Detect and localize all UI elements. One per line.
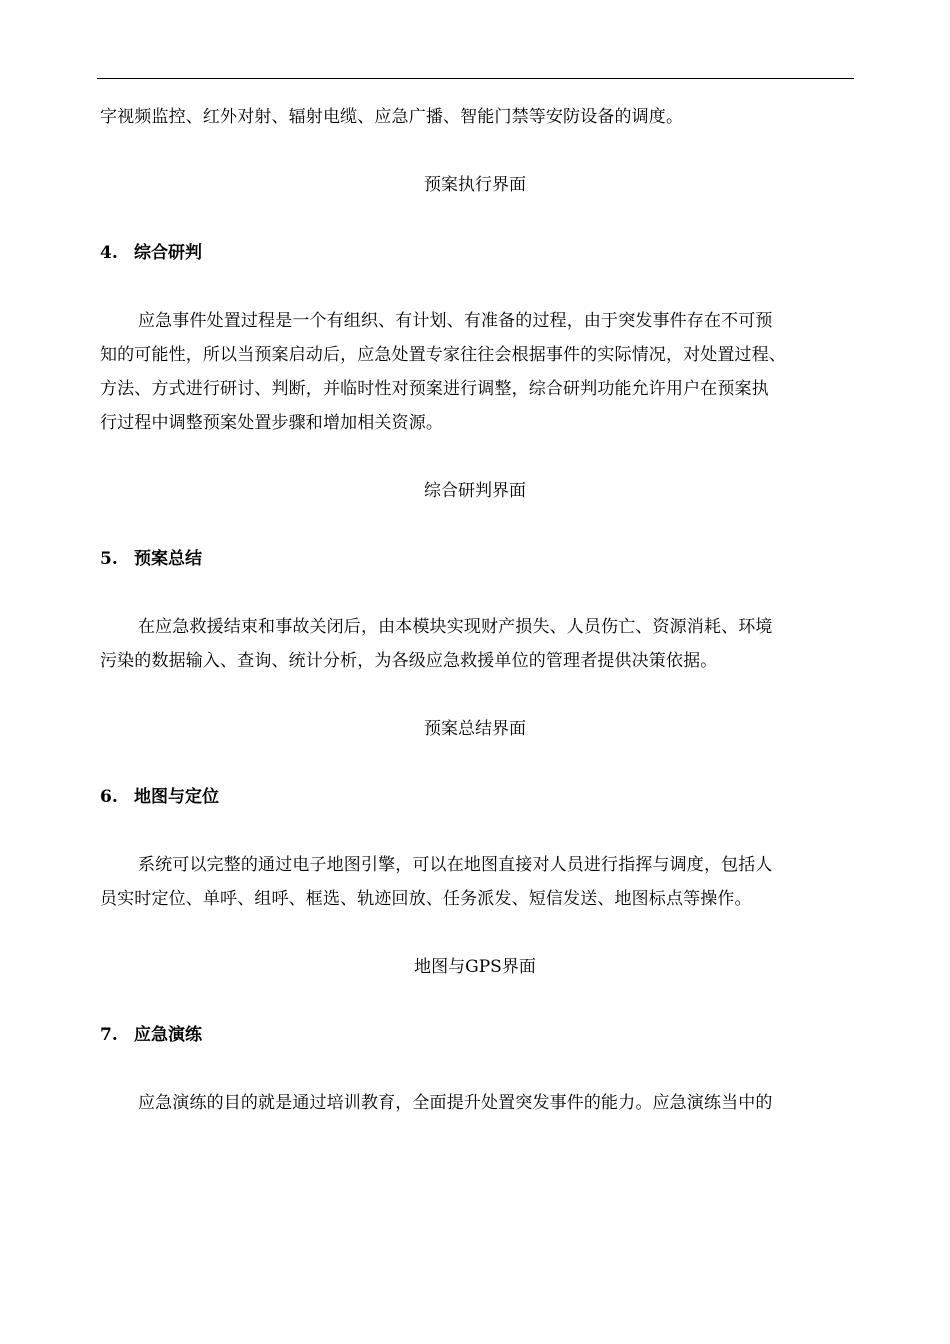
paragraph-line: 方法、方式进行研讨、判断，并临时性对预案进行调整，综合研判功能允许用户在预案执 xyxy=(100,379,769,399)
paragraph-line: 系统可以完整的通过电子地图引擎，可以在地图直接对人员进行指挥与调度，包括人 xyxy=(138,855,773,875)
section-paragraph xyxy=(100,848,852,916)
paragraph-line: 污染的数据输入、查询、统计分析，为各级应急救援单位的管理者提供决策依据。 xyxy=(100,651,718,671)
paragraph-line: 知的可能性，所以当预案启动后，应急处置专家往往会根据事件的实际情况，对处置过程、 xyxy=(100,345,786,365)
section-heading xyxy=(100,236,852,270)
section-heading xyxy=(100,542,852,576)
section-heading xyxy=(100,1018,852,1052)
section-number: 7. xyxy=(100,1025,118,1045)
lead-line: 字视频监控、红外对射、辐射电缆、应急广播、智能门禁等安防设备的调度。 xyxy=(100,107,684,127)
figure-caption: 预案执行界面 xyxy=(424,175,526,195)
header-rule xyxy=(97,78,854,79)
section-number: 5. xyxy=(100,549,118,569)
paragraph-line: 行过程中调整预案处置步骤和增加相关资源。 xyxy=(100,413,443,433)
figure-caption: 地图与GPS界面 xyxy=(414,957,536,977)
figure-caption: 预案总结界面 xyxy=(424,719,526,739)
section-paragraph xyxy=(100,304,852,440)
section-title: 综合研判 xyxy=(134,243,202,263)
paragraph-line: 在应急救援结束和事故关闭后，由本模块实现财产损失、人员伤亡、资源消耗、环境 xyxy=(138,617,773,637)
section-title: 应急演练 xyxy=(134,1025,202,1045)
section-title: 地图与定位 xyxy=(134,787,219,807)
paragraph-line: 应急演练的目的就是通过培训教育，全面提升处置突发事件的能力。应急演练当中的 xyxy=(138,1093,773,1113)
section-number: 6. xyxy=(100,787,118,807)
figure-caption: 综合研判界面 xyxy=(424,481,526,501)
section-heading xyxy=(100,780,852,814)
section-paragraph xyxy=(100,1086,852,1120)
section-number: 4. xyxy=(100,243,118,263)
section-paragraph xyxy=(100,610,852,678)
section-title: 预案总结 xyxy=(134,549,202,569)
paragraph-line: 应急事件处置过程是一个有组织、有计划、有准备的过程，由于突发事件存在不可预 xyxy=(138,311,773,331)
paragraph-line: 员实时定位、单呼、组呼、框选、轨迹回放、任务派发、短信发送、地图标点等操作。 xyxy=(100,889,752,909)
document-body xyxy=(100,100,852,1120)
